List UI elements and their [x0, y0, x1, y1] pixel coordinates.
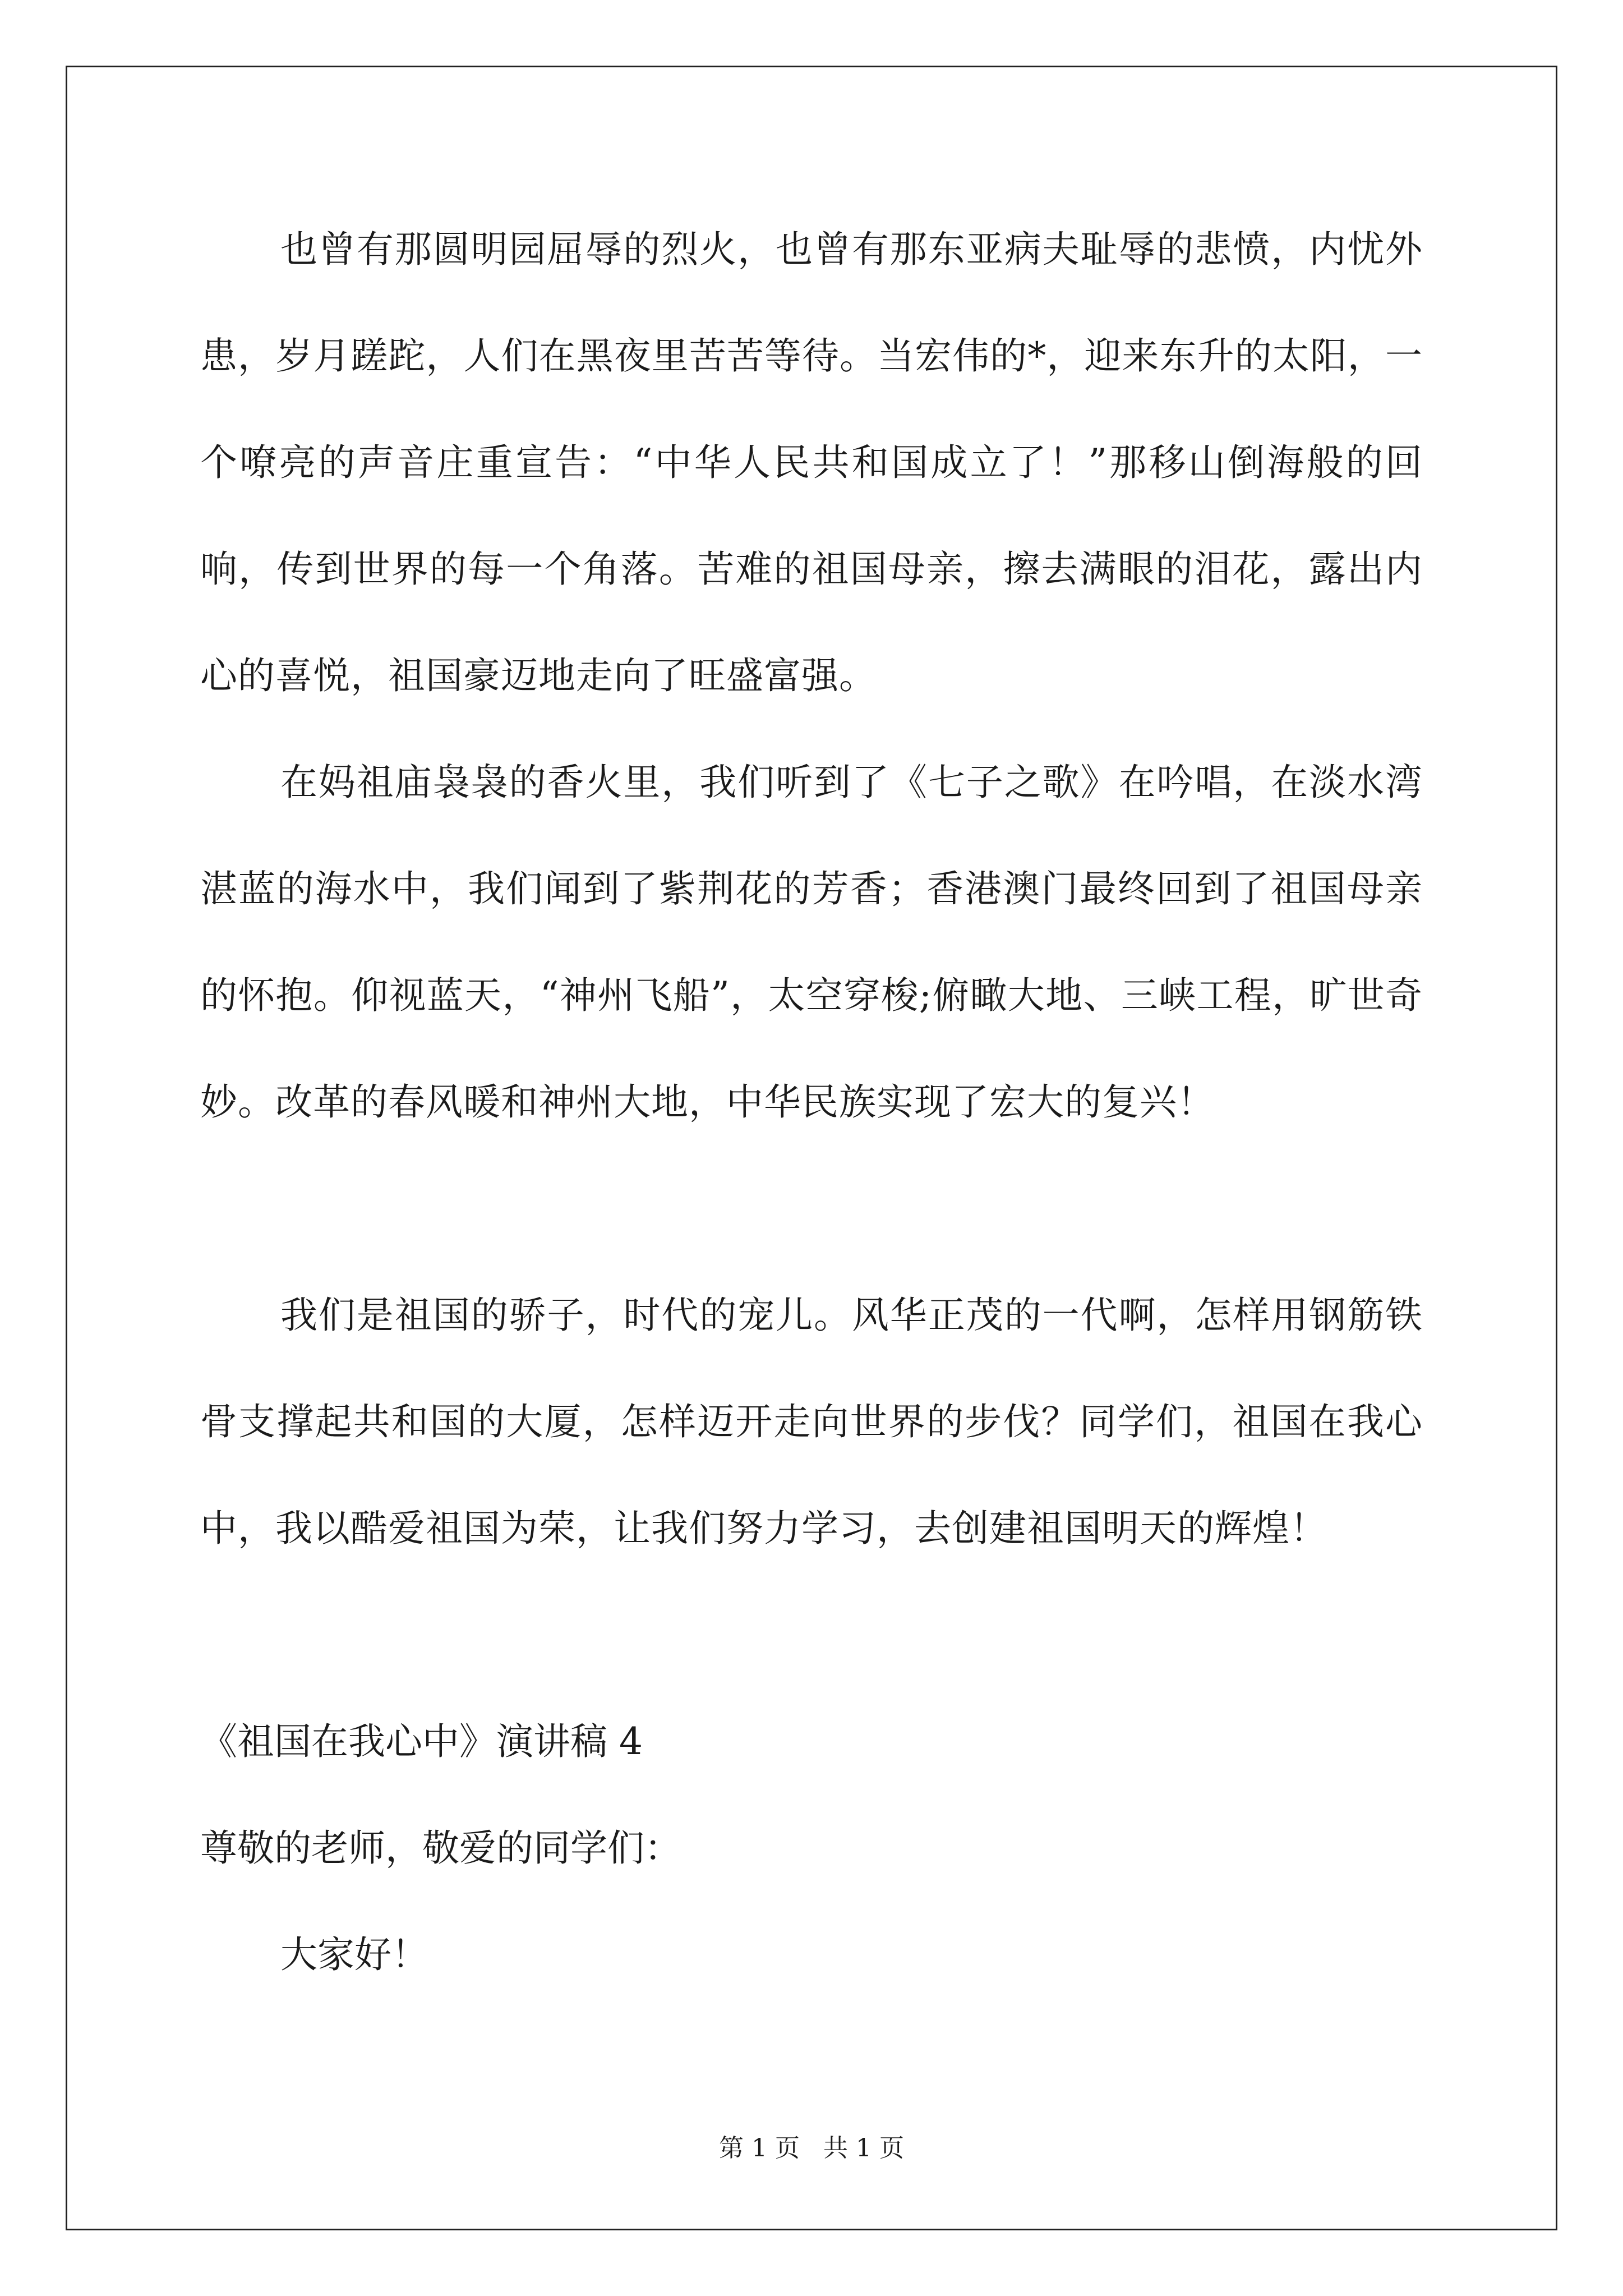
paragraph-1: 也曾有那圆明园屈辱的烈火，也曾有那东亚病夫耻辱的悲愤，内忧外患，岁月蹉跎，人们在黑夜里苦苦等待。当宏伟的*，迎来东升的太阳，一个嘹亮的声音庄重宣告：“中华人民共和国成立了！”那移山倒海般的回响，传到世界的每一个角落。苦难的祖国母亲，擦去满眼的泪花，露出内心的喜悦，祖国豪迈地走向了旺盛富强。 — [200, 228, 1423, 697]
greeting: 大家好！ — [280, 1933, 428, 1976]
paragraph-2: 在妈祖庙袅袅的香火里，我们听到了《七子之歌》在吟唱，在淡水湾湛蓝的海水中，我们闻到了紫荆花的芳香；香港澳门最终回到了祖国母亲的怀抱。仰视蓝天，“神州飞船”，太空穿梭;俯瞰大地、三峡工程，旷世奇妙。改革的春风暖和神州大地，中华民族实现了宏大的复兴！ — [200, 761, 1423, 1124]
page-footer: 第 1 页 共 1 页 — [719, 2134, 904, 2162]
paragraph-3: 我们是祖国的骄子，时代的宠儿。风华正茂的一代啊，怎样用钢筋铁骨支撑起共和国的大厦，怎样迈开走向世界的步伐？同学们，祖国在我心中，我以酷爱祖国为荣，让我们努力学习，去创建祖国明天的辉煌！ — [200, 1294, 1423, 1550]
speech-title: 《祖国在我心中》演讲稿 4 — [200, 1720, 643, 1763]
salutation: 尊敬的老师，敬爱的同学们： — [200, 1826, 681, 1870]
